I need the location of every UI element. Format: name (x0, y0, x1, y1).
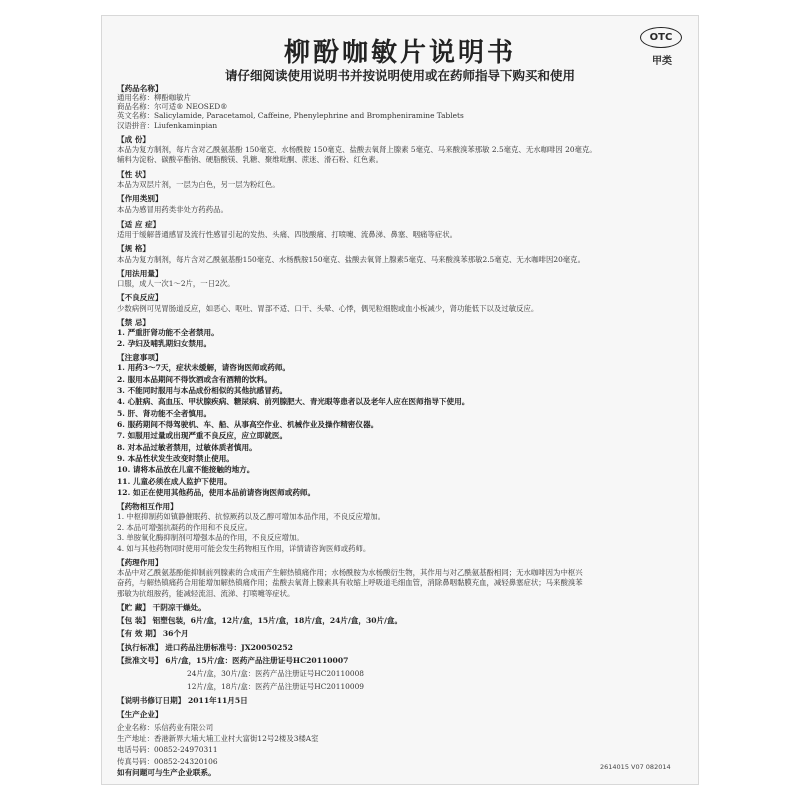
leaflet-line: 【药理作用】 (117, 557, 163, 567)
leaflet-line: 12. 如正在使用其他药品，使用本品前请咨询医师或药师。 (117, 487, 316, 497)
leaflet-line: 【执行标准】 进口药品注册标准号：JX20050252 (117, 642, 293, 652)
leaflet-line: 【适 应 症】 (117, 219, 161, 229)
document-title: 柳酚咖敏片说明书 (283, 38, 516, 68)
leaflet-line: 本品中对乙酰氨基酚能抑制前列腺素的合成而产生解热镇痛作用；水杨酰胺为水杨酸衍生物，其作用与对乙酰氨基酚相同；无水咖啡因为中枢兴 (117, 568, 583, 577)
leaflet-line: 通用名称：柳酚咖敏片 (117, 92, 191, 102)
leaflet-line: 【生产企业】 (117, 710, 163, 720)
leaflet-line: 生产地址：香港新界大埔大埔工业村大富街12号2楼及3楼A室 (117, 734, 319, 743)
leaflet-line: 【批准文号】 6片/盒，15片/盒：医药产品注册证号HC20110007 (117, 655, 349, 665)
leaflet-line: 如有问题可与生产企业联系。 (117, 768, 216, 777)
leaflet-line: 7. 如服用过量或出现严重不良反应，应立即就医。 (117, 431, 288, 441)
leaflet-line: 电话号码：00852-24970311 (117, 745, 218, 755)
leaflet-line: 商品名称：尔可适® NEOSED® (117, 101, 228, 111)
leaflet-line: 1. 用药3～7天，症状未缓解，请咨询医师或药师。 (117, 363, 291, 373)
leaflet-line: 24片/盒，30片/盒：医药产品注册证号HC20110008 (187, 668, 364, 678)
leaflet-line: 3. 不能同时服用与本品成份相似的其他抗感冒药。 (117, 385, 288, 395)
print-code: 2614015 V07 082014 (600, 763, 671, 771)
leaflet-line: 本品为双层片剂，一层为白色，另一层为粉红色。 (117, 180, 280, 190)
leaflet-line: 【性 状】 (117, 169, 151, 179)
leaflet-line: 【禁 忌】 (117, 318, 151, 327)
leaflet-line: 【用法用量】 (117, 268, 163, 278)
leaflet-line: 【规 格】 (117, 244, 151, 254)
leaflet-line: 2. 孕妇及哺乳期妇女禁用。 (117, 338, 212, 348)
leaflet-line: 【注意事项】 (117, 352, 163, 362)
leaflet-line: 汉语拼音：Liufenkaminpian (117, 120, 218, 130)
leaflet-line: 9. 本品性状发生改变时禁止使用。 (117, 453, 234, 463)
leaflet-line: 10. 请将本品放在儿童不能接触的地方。 (117, 465, 255, 475)
leaflet-line: 1. 中枢抑制药如镇静催眠药、抗惊厥药以及乙醇可增加本品作用，不良反应增加。 (117, 512, 386, 522)
leaflet-line: 口服，成人一次1～2片，一日2次。 (117, 279, 235, 289)
leaflet-line: 4. 心脏病、高血压、甲状腺疾病、糖尿病、前列腺肥大、青光眼等患者以及老年人应在医师指导下使用。 (117, 397, 470, 407)
leaflet-line: 【作用类别】 (117, 194, 163, 204)
leaflet-line: 【包 装】 铝塑包装，6片/盒，12片/盒，15片/盒，18片/盒，24片/盒，30片/盒。 (117, 616, 403, 626)
leaflet-line: 1. 严重肝肾功能不全者禁用。 (117, 328, 219, 338)
leaflet-line: 5. 肝、肾功能不全者慎用。 (117, 408, 212, 418)
leaflet-line: 8. 对本品过敏者禁用，过敏体质者慎用。 (117, 442, 257, 452)
leaflet-line: 传真号码：00852-24320106 (117, 756, 218, 766)
leaflet-line: 本品为复方制剂，每片含对乙酰氨基酚 150毫克、水杨酰胺 150毫克、盐酸去氧肾上腺素 5毫克、马来酸溴苯那敏 2.5毫克、无水咖啡因 20毫克。 (117, 145, 597, 155)
leaflet-line: 【药物相互作用】 (117, 501, 178, 511)
leaflet-line: 适用于缓解普通感冒及流行性感冒引起的发热、头痛、四肢酸痛、打喷嚏、流鼻涕、鼻塞、咽痛等症状。 (117, 230, 457, 240)
leaflet-line: 本品为感冒用药类非处方药药品。 (117, 204, 228, 214)
leaflet-line: 【说明书修订日期】 2011年11月5日 (117, 696, 248, 706)
leaflet-line: 6. 服药期间不得驾驶机、车、船、从事高空作业、机械作业及操作精密仪器。 (117, 419, 379, 429)
leaflet-line: 【不良反应】 (117, 293, 163, 303)
leaflet-line: 英文名称：Salicylamide, Paracetamol, Caffeine, Phenylephrine and Brompheniramine Tablets (117, 111, 464, 121)
leaflet-line: 【贮 藏】 干阴凉干燥处。 (117, 602, 206, 612)
leaflet-line: 【成 份】 (117, 134, 151, 144)
leaflet-line: 辅料为淀粉、碳酸辛酯钠、硬脂酸镁、乳糖、聚维吡酮、蔗迷、滑石粉、红色素。 (117, 154, 384, 164)
leaflet-line: 本品为复方制剂，每片含对乙酰氨基酚150毫克、水杨酰胺150毫克、盐酸去氧肾上腺素5毫克、马来酸溴苯那敏2.5毫克、无水咖啡因20毫克。 (117, 254, 585, 264)
leaflet-line: 12片/盒，18片/盒：医药产品注册证号HC20110009 (187, 682, 364, 692)
leaflet-line: 【有 效 期】 36个月 (117, 629, 189, 639)
leaflet-line: 那敏为抗组胺药，能减轻流泪、流涕、打喷嚏等症状。 (117, 588, 295, 598)
leaflet-line: 少数病例可见胃肠道反应，如恶心、呕吐、胃部不适、口干、头晕、心悸，偶见粒细胞或血小板减少，肾功能低下以及过敏反应。 (117, 303, 539, 313)
leaflet-line: 4. 如与其他药物同时使用可能会发生药物相互作用，详情请咨询医师或药师。 (117, 543, 371, 553)
leaflet-line: 2. 服用本品期间不得饮酒或含有酒精的饮料。 (117, 374, 272, 384)
document-subtitle: 请仔细阅读使用说明书并按说明使用或在药师指导下购买和使用 (224, 68, 575, 83)
otc-badge: OTC (640, 27, 682, 48)
otc-class-label: 甲类 (652, 56, 672, 67)
leaflet-line: 11. 儿童必须在成人监护下使用。 (117, 476, 232, 486)
leaflet-line: 奋药，与解热镇痛药合用能增加解热镇痛作用；盐酸去氧肾上腺素具有收缩上呼吸道毛细血管，消除鼻咽黏膜充血，减轻鼻塞症状；马来酸溴苯 (117, 578, 583, 588)
leaflet-line: 【药品名称】 (117, 84, 163, 93)
leaflet-line: 2. 本品可增强抗凝药的作用和不良反应。 (117, 522, 253, 532)
leaflet-line: 3. 单胺氧化酶抑制剂可增强本品的作用，不良反应增加。 (117, 533, 304, 543)
leaflet-line: 企业名称：乐信药业有限公司 (117, 722, 214, 732)
